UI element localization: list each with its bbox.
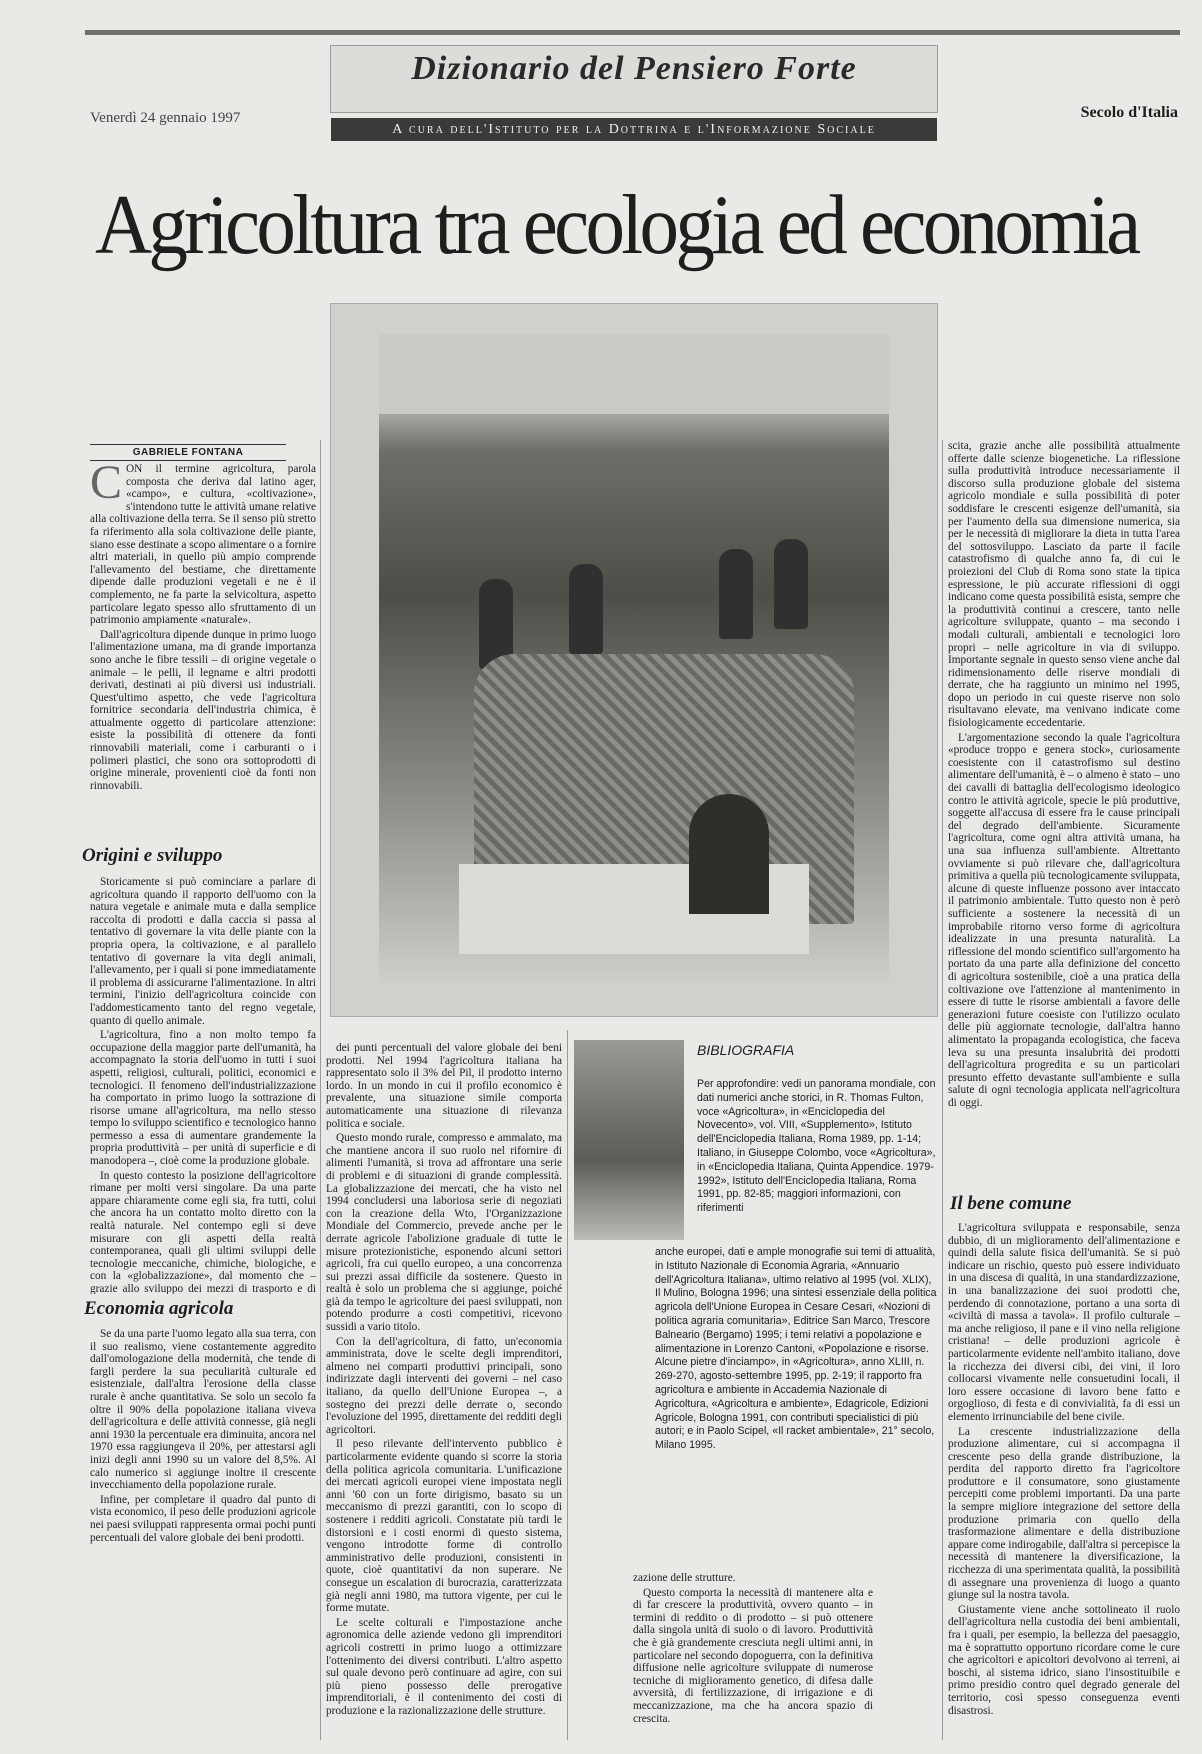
bibliografia-text-1 — [697, 1078, 937, 1244]
article-paragraph: Infine, per completare il quadro dal punto di vista economico, il peso delle produzioni agricole nei paesi sviluppati rappresenta ormai pochi punti percentuali del valore globale dei beni prodotti. — [90, 1493, 316, 1544]
photo-arch — [689, 794, 769, 914]
article-intro: ON il termine agricoltura, parola composta che deriva dal latino ager, «campo», e cultura, «coltivazione», s'intendono tutte le attività umane relative alla coltivazione della terra. Se il senso più stretto fa riferimento alla sola coltivazione delle piante, siano esse destinate a scopo alimentare o a fornire altri materiali, in quello più ampio comprende l'allevamento del bestiame, che direttamente dipende dalle produzioni vegetali e ne è il complemento, ne fa parte la selvicoltura, aspetto particolare legato spesso allo sfruttamento di un patrimonio ampiamente «naturale». — [90, 463, 316, 627]
main-photo — [379, 334, 889, 984]
article-paragraph: La crescente industrializzazione della produzione alimentare, cui si accompagna il crescente peso della grande distribuzione, la perdita del rapporto diretto fra l'agricoltore produttore e il consumatore, sono giustamente percepiti come problemi importanti. Da una parte la sempre migliore integrazione del settore della produzione primaria con quello della trasformazione alimentare e della distribuzione appare come indirogabile, dall'altra si percepisce la necessità di mantenere la diversificazione, la ricchezza di una sperimentata qualità, la possibilità di assegnare una provenienza di luogo a quanto giunge sul la nostra tavola. — [948, 1425, 1180, 1602]
article-column-1 — [90, 463, 316, 843]
article-paragraph: scita, grazie anche alle possibilità attualmente offerte dalle scienze biogenetiche. La riflessione sulla produttività introduce necessariamente il discorso sulla produzione globale del sistema agricolo mondiale e sulla possibilità di poter soddisfare le crescenti esigenze dell'umanità, sia per l'aumento della sua dimensione numerica, sia per le necessità di migliorare la dieta in tutta l'area del sottosviluppo. Lasciato da parte il facile catastrofismo di qualche anno fa, di cui le proiezioni del Club di Roma sono state la tipica espressione, le più accurate riflessioni di oggi indicano come questa possibilità esista, sempre che la produttività continui a crescere, tanto nelle agricolture sviluppate, quanto – ma secondo i modali culturali, ambientali e tecnologici loro propri – nelle agricolture in via di sviluppo. Importante segnale in questo senso viene anche dal ridimensionamento delle riserve mondiali di derrate, che ha raggiunto un minimo nel 1995, dopo un periodo in cui queste riserve non solo risultavano elevate, ma venivano indicate come fisiologicamente eccedentarie. — [948, 440, 1180, 730]
column-rule — [942, 440, 943, 1740]
article-paragraph: Dall'agricoltura dipende dunque in primo luogo l'alimentazione umana, ma di grande importanza sono anche le fibre tessili – di origine vegetale o animale – le pelli, il legname e altri prodotti derivati, destinati ai più diversi usi industriali. Quest'ultimo aspetto, che vede l'agricoltura fornitrice secondaria dell'industria chimica, è attualmente oggetto di particolare attenzione: esiste la possibilità di ottenere da fonti rinnovabili materiali, come i carburanti o i polimeri plastici, che sono ora sottoprodotti di origine minerale, provenienti cioè da fonti non rinnovabili. — [90, 628, 316, 792]
issue-date: Venerdì 24 gennaio 1997 — [90, 110, 241, 126]
article-column-3 — [633, 1572, 873, 1744]
article-paragraph: Se da una parte l'uomo legato alla sua terra, con il suo realismo, viene costantemente aggredito dall'omologazione della modernità, che tende di fargli perdere la sua peculiarità culturale ed esistenziale, dall'altra l'erosione della classe rurale è anche quantitativa. Se solo un secolo fa oltre il 90% della popolazione italiana viveva dell'agricoltura e delle attività connesse, già negli anni 1930 la percentuale era diminuita, ancora nel 1970 essa raggiungeva il 20%, per attestarsi agli inizi degli anni 1990 su un valore del 8,5%. Al calo numerico si aggiunge inoltre il crescente invecchiamento della popolazione rurale. — [90, 1328, 316, 1492]
article-paragraph: Giustamente viene anche sottolineato il ruolo dell'agricoltura nella custodia dei beni ambientali, fra i quali, per esempio, la bellezza del paesaggio, ma è soprattutto opportuno ricordare come le cure che agricoltori e apicoltori devolvono ai terreni, ai boschi, al sistema idrico, siano l'insostituibile e primo presidio contro quel degrado generale del territorio, così spesso conseguenza eventi disastrosi. — [948, 1603, 1180, 1717]
article-paragraph: zazione delle strutture. — [633, 1572, 736, 1584]
article-paragraph: L'argomentazione secondo la quale l'agricoltura «produce troppo e genera stock», curiosamente coesistente con il catastrofismo sul destino alimentare dell'umanità, è – o almeno è stato – uno dei cavalli di battaglia dell'ecologismo ideologico contro le attività agricole, specie le più produttive, soggette all'accusa di essere fra le cause principali del degrado dell'ambiente. Sicuramente l'agricoltura, come ogni altra attività umana, ha una sua influenza sull'ambiente. Altrettanto ovviamente si può rilevare che, dall'agricoltura primitiva a quella più tecnologicamente sviluppata, alcune di queste influenze possono aver intaccato il patrimonio ambientale. Tutto questo non è però sufficiente a sostenere la necessità di un improbabile ritorno verso forme di agricoltura idealizzate in una presunta naturalità. La riflessione del mondo scientifico sull'argomento ha portato da una parte alla definizione del concetto di agricoltura sostenibile, cioè a una pratica della coltivazione ove l'attenzione al mantenimento in essere di tutte le risorse ambientali a favore delle generazioni future coesiste con l'utilizzo oculato delle più aggiornate tecnologie, dall'altra hanno alimentato la propaganda ecologistica, che faceva leva su una presunta insalubrità dei prodotti dell'agricoltura progredita e su un particolari presunto effetto devastante sull'ambiente e sulla salute di ogni tecnologia applicata nell'agricoltura di oggi. — [948, 731, 1180, 1109]
column-rule — [320, 440, 321, 1740]
photo-person — [719, 549, 753, 639]
article-paragraph: Questo comporta la necessità di mantenere alta e di far crescere la produttività, ovvero quanto – in termini di reddito o di prodotto – si può ottenere dalla singola unità di suolo o di lavoro. Produttività che è già grandemente cresciuta negli ultimi anni, in particolare nel secondo dopoguerra, con la definitiva diffusione nelle agricolture sviluppate di numerose tecniche di miglioramento genetico, di difesa dalle avversità, di fertilizzazione, di irrigazione e di meccanizzazione, ma che ha ancora spazio di crescita. — [633, 1586, 873, 1725]
photo-person — [569, 564, 603, 654]
article-paragraph: In questo contesto la posizione dell'agricoltore rimane per molti versi singolare. Da una parte appare chiaramente come egli sia, fra tutti, colui che ancora ha un contatto molto diretto con la realtà naturale. Nel contempo egli si deve misurare con gli aspetti della realtà contemporanea, quali gli ultimi sviluppi delle tecnologie meccaniche, chimiche, biologiche, e con la «globalizzazione», dal momento che – grazie allo sviluppo dei mezzi di trasporto e di — [90, 1169, 316, 1294]
masthead-subtitle: A cura dell'Istituto per la Dottrina e l'Informazione Sociale — [331, 118, 937, 141]
bibliografia-text-2 — [655, 1246, 938, 1496]
article-paragraph: L'agricoltura sviluppata e responsabile, senza dubbio, di un miglioramento dell'alimentazione e quindi della salute fisica dell'umanità. Se si può indicare un rischio, questo può essere individuato in una discesa di qualità, in una standardizzazione, in una banalizzazione dei suoi prodotti che, perdendo di connotazione, portano a una sorta di «civiltà di massa a tavola». Il profilo culturale – ma anche religioso, il pane e il vino nella religione cristiana! – delle produzioni agricole è particolarmente evidente nell'ambito italiano, dove la ricchezza dei diversi cibi, dei vini, il loro collocarsi vivamente nelle consuetudini locali, il loro essere occasione di lavoro bene fatto e orgoglioso, di festa e di convivialità, fa di essi un elemento irrinunciabile del bene civile. — [948, 1222, 1180, 1423]
biblio-photo — [574, 1040, 684, 1240]
article-paragraph: Con la dell'agricoltura, di fatto, un'economia amministrata, dove le scelte degli imprenditori, almeno nei comparti produttivi principali, sono indirizzate dagli interventi dei governi – nel caso italiano, da quello dell'Unione Europea –, a sostegno dei prezzi delle derrate o, secondo l'evoluzione del 1995, direttamente dei redditi degli agricoltori. — [326, 1335, 562, 1436]
top-rule — [85, 30, 1180, 35]
bibliografia-paragraph: Per approfondire: vedi un panorama mondiale, con dati numerici anche storici, in R. Thomas Fulton, voce «Agricoltura», in «Enciclopedia del Novecento», vol. VIII, «Supplemento», Istituto dell'Enciclopedia Italiana, Roma 1989, pp. 1-14; Italiano, in Giuseppe Colombo, voce «Agricoltura», in «Enciclopedia Italiana, Quinta Appendice. 1979-1992», Istituto dell'Enciclopedia Italiana, Roma 1991, pp. 82-85; maggiori informazioni, con riferimenti — [697, 1078, 936, 1215]
byline: GABRIELE FONTANA — [90, 444, 286, 461]
article-column-1c — [90, 1328, 316, 1748]
bibliografia-paragraph: anche europei, dati e ample monografie sui temi di attualità, in Istituto Nazionale di Economia Agraria, «Annuario dell'Agricoltura Italiana», ultimo relativo al 1995 (vol. XLIX), Il Mulino, Bologna 1996; una sintesi essenziale della politica agricola dell'Unione Europea in Cesare Cesari, «Nozioni di politica agraria comunitaria», Editrice San Marco, Trescore Balneario (Bergamo) 1995; i temi relativi a popolazione e alimentazione in Lorenzo Cantoni, «Popolazione e risorse. Alcune pietre d'inciampo», in «Agricoltura», anno XLIII, n. 269-270, agosto-settembre 1995, pp. 2-19; il rapporto fra agricoltura e ambiente in Accademia Nazionale di Agricoltura, «Agricoltura e ambiente», Edagricole, Edizioni Agricole, Bologna 1991, con contributi specialistici di più autori; e in Paolo Scipel, «Il racket ambientale», 21° secolo, Milano 1995. — [655, 1246, 937, 1452]
masthead-title: Dizionario del Pensiero Forte — [411, 50, 857, 87]
article-paragraph: Le scelte colturali e l'impostazione anche agronomica delle aziende vedono gli imprenditori agricoli costretti in primo luogo a ottimizzare l'ottenimento dei diversi contributi. L'altro aspetto sul quale devono però continuare ad agire, con sui più pieno possesso delle prerogative imprenditoriali, è il contenimento dei costi di produzione e la razionalizzazione delle strutture. — [326, 1616, 562, 1717]
subhead-economia: Economia agricola — [84, 1298, 234, 1319]
photo-person — [774, 539, 808, 629]
article-column-4 — [948, 440, 1180, 1182]
masthead — [330, 45, 938, 137]
article-paragraph: dei punti percentuali del valore globale dei beni prodotti. Nel 1994 l'agricoltura italiana ha rappresentato solo il 3% del Pil, il prodotto interno lordo. In un mondo in cui il profilo economico è prevalente, una situazione simile comporta automaticamente una situazione di rilevanza politica e sociale. — [326, 1042, 562, 1130]
subhead-bene-comune: Il bene comune — [950, 1193, 1072, 1214]
article-column-1b — [90, 876, 316, 1294]
bibliografia-title: BIBLIOGRAFIA — [697, 1042, 795, 1058]
article-paragraph: L'agricoltura, fino a non molto tempo fa occupazione della maggior parte dell'umanità, ha accompagnato la storia dell'uomo in tutti i suoi aspetti, religiosi, culturali, politici, economici e tecnologici. Il fenomeno dell'industrializzazione ha comportato in primo luogo la sottrazione di risorse umane all'agricoltura, ma nello stesso tempo lo sviluppo scientifico e tecnologico hanno permesso a essa di aumentare grandemente la propria produttività – per unità di superficie e di manodopera –, cioè come la produzione globale. — [90, 1029, 316, 1168]
newspaper-name: Secolo d'Italia — [1080, 104, 1178, 121]
article-paragraph: Il peso rilevante dell'intervento pubblico è particolarmente evidente quando si scorre la storia della politica agricola comunitaria. L'unificazione dei mercati agricoli europei viene impostata negli anni '60 con un forte dirigismo, basato su un meccanismo di prezzi garantiti, con lo scopo di sostenere i redditi agricoli. Constatate più tardi le distorsioni e i costi enormi di questo sistema, vengono introdotte forme di controllo amministrativo delle produzioni, consistenti in quote, cioè quantitativi da non superare. Ne consegue un escalation di burocrazia, caratterizzata già negli anni 1980, ma tuttora vigente, per cui le forme mutate. — [326, 1438, 562, 1615]
headline: Agricoltura tra ecologia ed economia — [95, 178, 1138, 272]
drop-cap: C — [90, 463, 123, 509]
article-paragraph: Storicamente si può cominciare a parlare di agricoltura quando il rapporto dell'uomo con la natura vegetale e animale muta e dalla semplice raccolta di prodotti e dalla caccia si passa al tentativo di governare la vita delle piante con la propria opera, la coltivazione, e al parallelo tentativo di governare la vita degli animali, l'allevamento, per i quali si pone immediatamente il problema di assicurarne l'alimentazione. In altri termini, l'inizio dell'agricoltura coincide con l'addomesticamento tanto del regno vegetale, quanto di quello animale. — [90, 876, 316, 1027]
subhead-origini: Origini e sviluppo — [82, 845, 223, 866]
photo-sky — [379, 334, 889, 414]
column-rule — [567, 1030, 568, 1740]
article-column-2 — [326, 1042, 562, 1742]
article-column-4b — [948, 1222, 1180, 1744]
article-paragraph: Questo mondo rurale, compresso e ammalato, ma che mantiene ancora il suo ruolo nel rifornire di alimenti l'umanità, si trova ad affrontare una serie di problemi e di situazioni di grande complessità. La globalizzazione dei mercati, che ha visto nel 1994 concludersi una laboriosa serie di negoziati con la creazione della Wto, l'Organizzazione Mondiale del Commercio, prevede anche per le derrate agricole l'abolizione graduale di tutte le misure protezionistiche, esponendo alcuni settori agricoli, fra cui quello europeo, a una concorrenza sui prezzi assai difficile da sostenere. Questo in realtà è solo un problema che si aggiunge, poiché già da tempo le agricolture dei paesi sviluppati, non potendo produrre a costi competitivi, ricevono sussidi a vario titolo. — [326, 1132, 562, 1334]
main-photo-frame — [330, 303, 938, 1017]
